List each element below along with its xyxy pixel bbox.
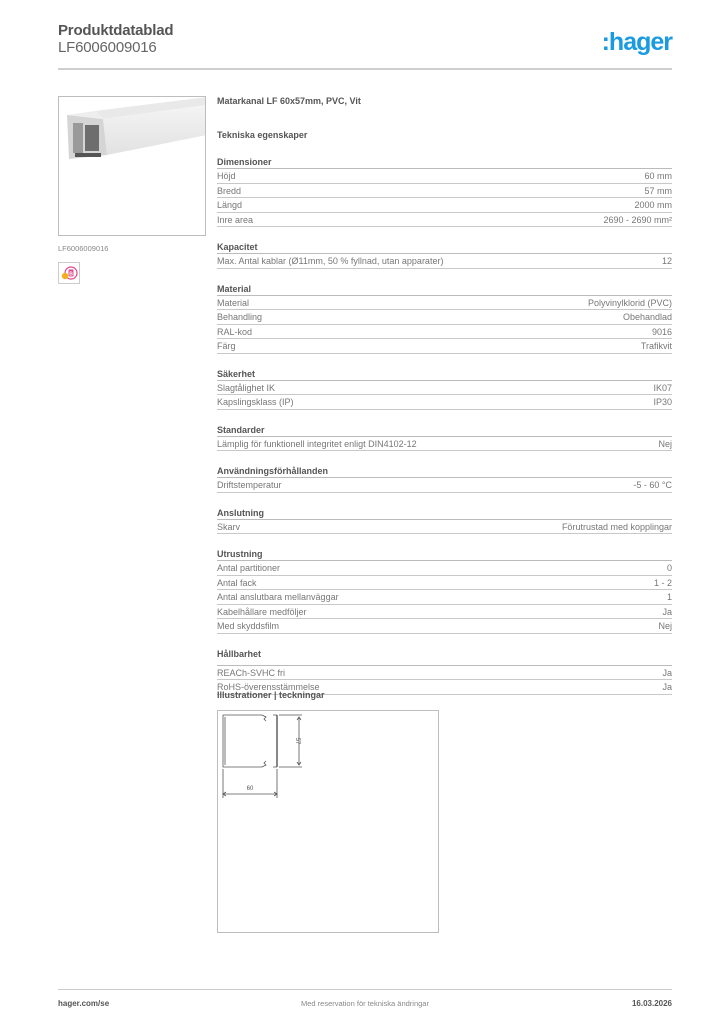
spec-label: Material bbox=[217, 297, 250, 308]
illustrations-heading: Illustrationer | teckningar bbox=[217, 690, 325, 700]
product-details bbox=[217, 96, 672, 695]
spec-label: REACh-SVHC fri bbox=[217, 667, 286, 678]
section-operating-conditions bbox=[217, 465, 672, 493]
spec-value: Ja bbox=[662, 667, 672, 678]
spec-label: Med skyddsfilm bbox=[217, 621, 280, 631]
product-image bbox=[58, 96, 206, 236]
spec-label: Antal fack bbox=[217, 577, 257, 588]
spec-row bbox=[217, 437, 672, 452]
spec-label: Kapslingsklass (IP) bbox=[217, 397, 294, 407]
spec-row bbox=[217, 395, 672, 410]
spec-value: Trafikvit bbox=[640, 341, 672, 351]
spec-value: 1 bbox=[666, 592, 672, 602]
spec-row bbox=[217, 169, 672, 184]
spec-value: Nej bbox=[658, 621, 672, 631]
footer-divider bbox=[58, 989, 672, 990]
spec-label: Antal partitioner bbox=[217, 563, 281, 573]
spec-value: 2690 - 2690 mm² bbox=[603, 214, 672, 225]
spec-value: IP30 bbox=[653, 397, 672, 407]
halogen-free-icon bbox=[58, 262, 80, 284]
technical-properties-heading: Tekniska egenskaper bbox=[217, 130, 308, 140]
section-title: Säkerhet bbox=[217, 368, 672, 381]
section-safety bbox=[217, 368, 672, 410]
spec-value: 9016 bbox=[651, 326, 672, 337]
section-title: Material bbox=[217, 283, 672, 296]
document-title: Produktdatablad bbox=[58, 22, 174, 39]
website-link[interactable]: hager.com/se bbox=[58, 999, 110, 1008]
spec-label: Behandling bbox=[217, 312, 263, 322]
spec-label: Slagtålighet IK bbox=[217, 382, 276, 393]
spec-row bbox=[217, 576, 672, 591]
spec-label: Färg bbox=[217, 341, 236, 351]
spec-label: Inre area bbox=[217, 214, 254, 225]
spec-value: 57 mm bbox=[644, 185, 672, 196]
spec-row bbox=[217, 198, 672, 213]
spec-value: 0 bbox=[666, 563, 672, 573]
spec-row bbox=[217, 605, 672, 620]
section-title: Hållbarhet bbox=[217, 648, 672, 666]
spec-row bbox=[217, 561, 672, 576]
product-code: LF6006009016 bbox=[58, 39, 157, 56]
spec-label: Antal anslutbara mellanväggar bbox=[217, 592, 339, 602]
cable-duct-image bbox=[59, 97, 206, 236]
spec-row bbox=[217, 296, 672, 311]
spec-row bbox=[217, 666, 672, 681]
section-title: Standarder bbox=[217, 424, 672, 437]
spec-label: Driftstemperatur bbox=[217, 480, 282, 490]
spec-value: IK07 bbox=[653, 382, 672, 393]
spec-row bbox=[217, 478, 672, 493]
svg-text:57: 57 bbox=[294, 737, 300, 745]
spec-value: 60 mm bbox=[644, 171, 672, 181]
product-name: Matarkanal LF 60x57mm, PVC, Vit bbox=[217, 96, 361, 106]
svg-text:60: 60 bbox=[246, 786, 254, 792]
spec-row bbox=[217, 339, 672, 354]
date: 16.03.2026 bbox=[631, 999, 672, 1008]
section-dimensions bbox=[217, 156, 672, 227]
spec-value: Förutrustad med kopplingar bbox=[561, 521, 672, 532]
spec-row bbox=[217, 310, 672, 325]
header-divider bbox=[58, 68, 672, 70]
spec-row bbox=[217, 619, 672, 634]
spec-row bbox=[217, 520, 672, 535]
spec-value: Polyvinylklorid (PVC) bbox=[587, 297, 672, 308]
spec-value: -5 - 60 °C bbox=[633, 480, 672, 490]
spec-label: Längd bbox=[217, 200, 243, 210]
section-connection bbox=[217, 507, 672, 535]
spec-value: 2000 mm bbox=[634, 200, 672, 210]
spec-row bbox=[217, 213, 672, 228]
section-title: Dimensioner bbox=[217, 156, 672, 169]
svg-text:B: B bbox=[69, 271, 73, 278]
spec-value: Ja bbox=[662, 606, 672, 617]
spec-value: 1 - 2 bbox=[653, 577, 672, 588]
spec-row bbox=[217, 254, 672, 269]
section-title: Kapacitet bbox=[217, 241, 672, 254]
spec-label: Kabelhållare medföljer bbox=[217, 606, 307, 617]
section-capacity bbox=[217, 241, 672, 269]
section-material bbox=[217, 283, 672, 354]
spec-label: Höjd bbox=[217, 171, 236, 181]
spec-label: RAL-kod bbox=[217, 326, 253, 337]
technical-drawing bbox=[217, 710, 439, 933]
spec-row bbox=[217, 381, 672, 396]
spec-row bbox=[217, 590, 672, 605]
spec-label: Skarv bbox=[217, 521, 241, 532]
spec-label: Lämplig för funktionell integritet enligt DIN4102-12 bbox=[217, 438, 417, 449]
spec-label: Bredd bbox=[217, 185, 242, 196]
page-header bbox=[58, 22, 672, 57]
spec-value: Obehandlad bbox=[622, 312, 672, 322]
section-equipment bbox=[217, 548, 672, 634]
section-title: Utrustning bbox=[217, 548, 672, 561]
cross-section-drawing bbox=[218, 711, 440, 934]
spec-label: RoHS-överensstämmelse bbox=[217, 682, 320, 692]
spec-value: Nej bbox=[658, 438, 672, 449]
disclaimer: Med reservation för tekniska ändringar bbox=[301, 999, 429, 1008]
spec-row bbox=[217, 325, 672, 340]
section-title: Anslutning bbox=[217, 507, 672, 520]
hager-logo: :hager bbox=[601, 28, 672, 56]
spec-value: 12 bbox=[661, 256, 672, 266]
section-standards bbox=[217, 424, 672, 452]
image-caption: LF6006009016 bbox=[58, 244, 109, 253]
section-title: Användningsförhållanden bbox=[217, 465, 672, 478]
section-sustainability bbox=[217, 648, 672, 695]
spec-label: Max. Antal kablar (Ø11mm, 50 % fyllnad, utan apparater) bbox=[217, 256, 444, 266]
spec-row bbox=[217, 184, 672, 199]
spec-value: Ja bbox=[662, 682, 672, 692]
